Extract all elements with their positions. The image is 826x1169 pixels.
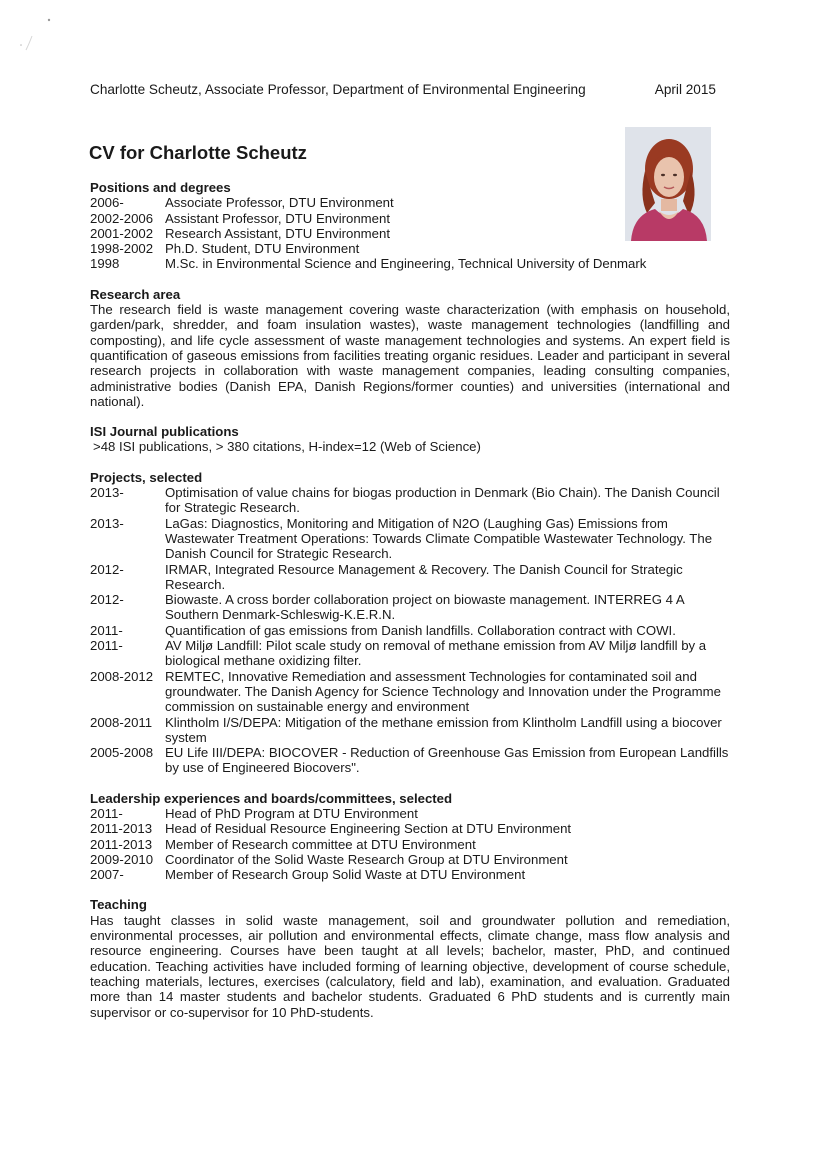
teaching-section [90, 897, 730, 1019]
list-item [90, 211, 730, 226]
entry-year: 2008-2011 [90, 714, 153, 730]
list-item [90, 638, 730, 669]
entry-text: M.Sc. in Environmental Science and Engineering, Technical University of Denmark [165, 256, 647, 272]
header-author-line: Charlotte Scheutz, Associate Professor, Department of Environmental Engineering [90, 82, 586, 97]
list-item [90, 623, 730, 638]
entry-text: Head of PhD Program at DTU Environment [165, 805, 418, 821]
entry-text: Member of Research committee at DTU Environment [165, 836, 476, 852]
entry-text: Quantification of gas emissions from Danish landfills. Collaboration contract with COWI. [165, 622, 676, 638]
entry-text: Klintholm I/S/DEPA: Mitigation of the methane emission from Klintholm Landfill using a biocover system [165, 714, 722, 745]
entry-year: 2005-2008 [90, 745, 154, 761]
entry-text: Optimisation of value chains for biogas production in Denmark (Bio Chain). The Danish Council for Strategic Research. [165, 485, 720, 516]
entry-text: Ph.D. Student, DTU Environment [165, 241, 360, 257]
list-item [90, 821, 730, 836]
positions-section [90, 180, 730, 272]
list-item [90, 592, 730, 623]
page-header [90, 82, 716, 97]
entry-year: 2013- [90, 485, 124, 501]
list-item [90, 852, 730, 867]
entry-year: 2012- [90, 592, 124, 608]
list-item [90, 256, 730, 271]
list-item [90, 669, 730, 715]
entry-year: 2007- [90, 867, 124, 883]
entry-year: 1998-2002 [90, 241, 154, 257]
projects-heading: Projects, selected [90, 469, 203, 485]
entry-text: Member of Research Group Solid Waste at DTU Environment [165, 867, 526, 883]
entry-text: Associate Professor, DTU Environment [165, 195, 394, 211]
list-item [90, 226, 730, 241]
header-date: April 2015 [654, 82, 716, 97]
entry-year: 2002-2006 [90, 210, 154, 226]
entry-text: IRMAR, Integrated Resource Management & Recovery. The Danish Council for Strategic Research. [165, 561, 683, 592]
list-item [90, 837, 730, 852]
entry-year: 2013- [90, 515, 124, 531]
list-item [90, 715, 730, 746]
entry-year: 2012- [90, 561, 124, 577]
entry-year: 2006- [90, 195, 124, 211]
entry-text: EU Life III/DEPA: BIOCOVER - Reduction of Greenhouse Gas Emission from European Landfills by use of Engineered Biocovers". [165, 745, 729, 776]
isi-text: >48 ISI publications, > 380 citations, H-index=12 (Web of Science) [93, 439, 481, 455]
list-item [90, 485, 730, 516]
isi-heading: ISI Journal publications [90, 424, 239, 440]
entry-year: 2009-2010 [90, 851, 154, 867]
entry-text: LaGas: Diagnostics, Monitoring and Mitigation of N2O (Laughing Gas) Emissions from Wastewater Treatment Operations: Towards Climate Compatible Wastewater Technology. The Danish Council for Strategic Research. [165, 515, 713, 562]
entry-year: 1998 [90, 256, 120, 272]
list-item [90, 195, 730, 210]
entry-year: 2001-2002 [90, 225, 154, 241]
list-item [90, 562, 730, 593]
teaching-heading: Teaching [90, 897, 147, 913]
entry-text: REMTEC, Innovative Remediation and assessment Technologies for contaminated soil and groundwater. The Danish Agency for Science Technology and Innovation under the Programme commission on sustainable energy and environment [165, 668, 721, 715]
list-item [90, 867, 730, 882]
list-item [90, 516, 730, 562]
entry-year: 2011- [90, 805, 123, 821]
entry-text: Biowaste. A cross border collaboration project on biowaste management. INTERREG 4 A Southern Denmark-Schleswig-K.E.R.N. [165, 592, 684, 623]
isi-section [90, 424, 730, 455]
teaching-text: Has taught classes in solid waste management, soil and groundwater pollution and remediation, environmental processes, air pollution and environmental effects, climate change, mass flow analysis and resource engineering. Courses have been taught at all levels; bachelor, master, PhD, and continued education. Teaching activities have included forming of learning objective, development of course schedule, teaching materials, lectures, exercises (calculatory, field and lab), examination, and evaluation. Graduated more than 14 master students and bachelor students. Graduated 6 PhD students and is currently main supervisor or co-supervisor for 10 PhD-students. [90, 912, 730, 1020]
list-item [90, 241, 730, 256]
positions-heading: Positions and degrees [90, 180, 231, 195]
leadership-heading: Leadership experiences and boards/committees, selected [90, 790, 453, 806]
scan-artifact-mark [18, 14, 58, 54]
entry-text: Head of Residual Resource Engineering Section at DTU Environment [165, 821, 572, 837]
entry-year: 2011-2013 [90, 836, 153, 852]
projects-section [90, 470, 730, 776]
entry-year: 2011- [90, 638, 123, 654]
research-heading: Research area [90, 286, 181, 302]
entry-text: AV Miljø Landfill: Pilot scale study on removal of methane emission from AV Miljø landfill by a biological methane oxidizing filter. [165, 638, 707, 669]
research-text: The research field is waste management covering waste characterization (with emphasis on household, garden/park, shredder, and foam insulation wastes), waste management technologies (landfilling and composting), and life cycle assessment of waste management technologies and systems. An expert field is quantification of gaseous emissions from facilities treating organic residues. Leader and participant in several research projects in collaboration with waste management companies, leading consulting companies, administrative bodies (Danish EPA, Danish Regions/former counties) and universities (international and national). [90, 302, 730, 409]
research-section [90, 287, 730, 409]
entry-text: Research Assistant, DTU Environment [165, 225, 391, 241]
entry-text: Assistant Professor, DTU Environment [165, 210, 390, 226]
page-title: CV for Charlotte Scheutz [89, 142, 307, 163]
leadership-section [90, 791, 730, 883]
entry-year: 2008-2012 [90, 668, 154, 684]
entry-year: 2011-2013 [90, 821, 153, 837]
list-item [90, 806, 730, 821]
entry-year: 2011- [90, 622, 123, 638]
entry-text: Coordinator of the Solid Waste Research Group at DTU Environment [165, 851, 568, 867]
cv-body [90, 180, 730, 1035]
list-item [90, 745, 730, 776]
